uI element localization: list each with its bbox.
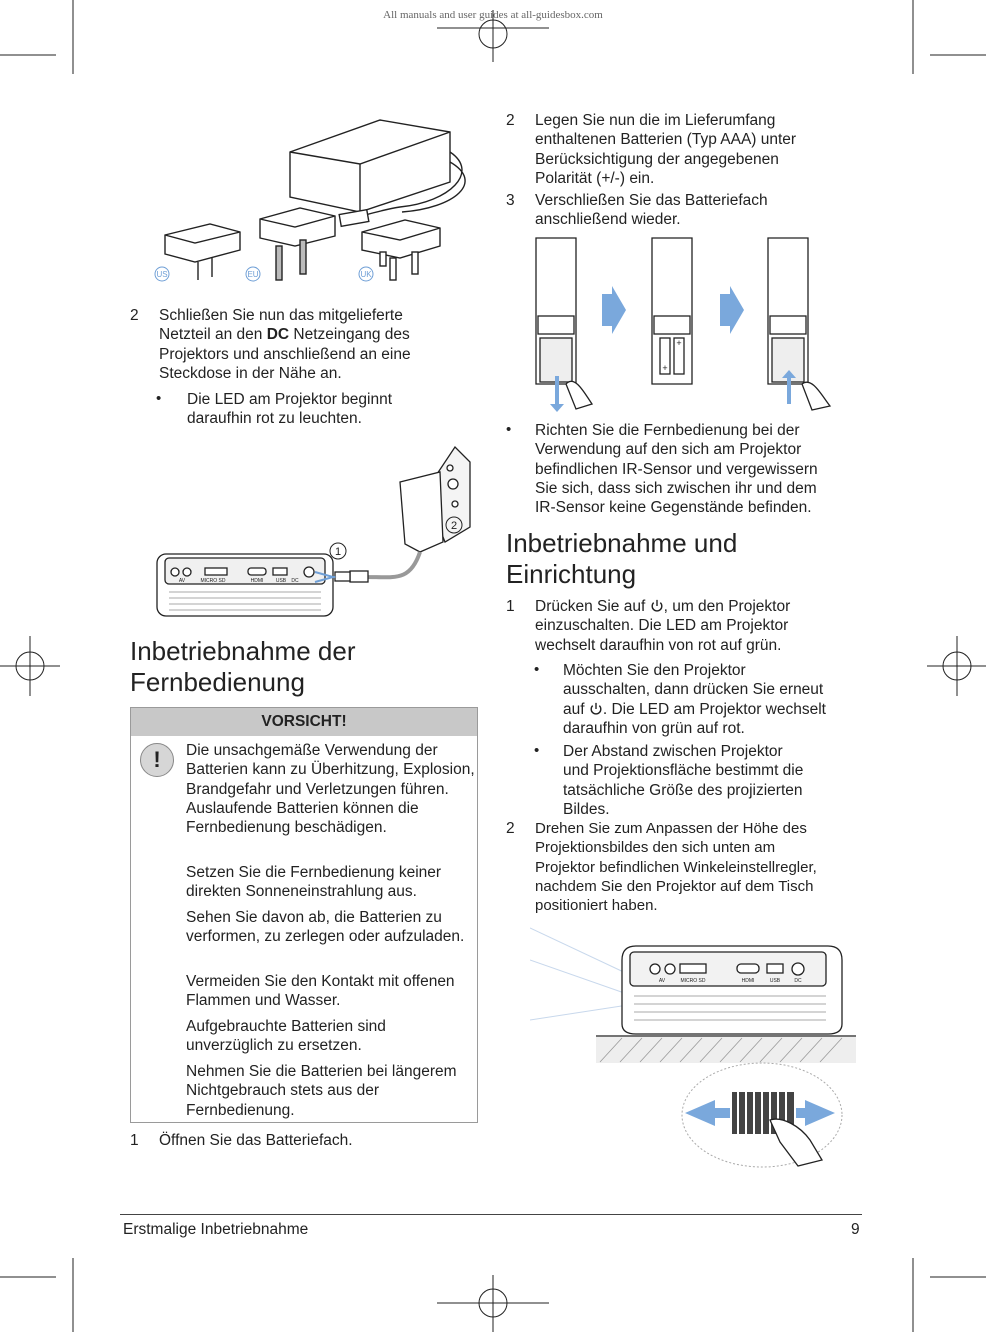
step-number: 1 <box>506 598 515 615</box>
bullet-symbol: • <box>534 742 540 759</box>
footer-divider <box>120 1214 862 1215</box>
bullet-symbol: • <box>156 390 162 407</box>
text-line: IR-Sensor keine Gegenstände befinden. <box>535 499 812 517</box>
text-line: Verschließen Sie das Batteriefach <box>535 192 768 209</box>
watermark: All manuals and user guides at all-guidesbox.com <box>383 9 603 21</box>
power-icon <box>589 702 603 716</box>
text-line: anschließend wieder. <box>535 211 681 229</box>
text-line: befindlichen IR-Sensor und vergewissern <box>535 460 818 478</box>
bullet-text <box>563 661 863 738</box>
text-line: Polarität (+/-) ein. <box>535 169 655 187</box>
adapter-plugs-illustration <box>150 112 470 284</box>
port-label-dc: DC <box>291 578 299 584</box>
step-text <box>535 597 865 655</box>
tilt-adjust-illustration <box>530 920 865 1170</box>
heading-line: Inbetriebnahme der <box>130 636 356 666</box>
step-number: 2 <box>130 307 139 324</box>
step-number: 2 <box>506 112 515 129</box>
port-label-sd: MICRO SD <box>200 578 226 584</box>
text-line: Bildes. <box>563 800 610 818</box>
text-line: wechselt daraufhin von rot auf grün. <box>535 636 782 654</box>
text-line-part: . Die LED am Projektor wechselt <box>602 700 826 718</box>
text-line: daraufhin rot zu leuchten. <box>187 410 362 428</box>
caution-paragraph: Sehen Sie davon ab, die Batterien zu verformen, zu zerlegen oder aufzuladen. <box>186 909 465 946</box>
step-number: 3 <box>506 192 515 209</box>
text-line: Steckdose in der Nähe an. <box>159 364 342 382</box>
bullet-text <box>563 742 863 819</box>
text-line <box>563 700 863 719</box>
text-line-part: Netzeingang des <box>293 326 410 344</box>
footer-title: Erstmalige Inbetriebnahme <box>123 1221 309 1238</box>
plug-label-eu: EU <box>247 270 259 279</box>
text-line <box>535 597 865 616</box>
text-line-part: Netzteil an den <box>159 326 263 344</box>
plug-label-uk: UK <box>360 270 372 279</box>
text-line: ausschalten, dann drücken Sie erneut <box>563 681 824 699</box>
step-text <box>535 819 870 915</box>
text-line: daraufhin von grün auf rot. <box>563 719 745 737</box>
text-line: Verwendung auf den sich am Projektor <box>535 441 802 459</box>
step-text: Öffnen Sie das Batteriefach. <box>159 1132 353 1149</box>
text-line: Projektor befindlichen Winkeleinstellregler, <box>535 858 817 876</box>
bullet-text <box>535 421 865 517</box>
text-line: Der Abstand zwischen Projektor <box>563 743 783 760</box>
text-line-part: , um den Projektor <box>663 598 791 615</box>
caution-title: VORSICHT! <box>131 708 477 736</box>
text-line: Projektionsbildes den sich unten am <box>535 839 776 857</box>
text-line <box>159 325 469 344</box>
text-line: tatsächliche Größe des projizierten <box>563 781 803 799</box>
text-line: Sie sich, dass sich zwischen ihr und dem <box>535 479 817 497</box>
power-icon <box>650 599 664 613</box>
text-line: enthaltenen Batterien (Typ AAA) unter <box>535 131 797 149</box>
text-line: positioniert haben. <box>535 897 658 915</box>
section-heading-setup <box>506 528 866 590</box>
battery-plus-sign: + <box>676 338 682 348</box>
bullet-text <box>187 390 477 429</box>
heading-line: Fernbedienung <box>130 667 305 697</box>
port-label-sd: MICRO SD <box>680 978 706 984</box>
dc-label: DC <box>266 326 290 344</box>
text-line: Richten Sie die Fernbedienung bei der <box>535 422 800 439</box>
step-text <box>535 191 865 230</box>
section-heading-remote <box>130 636 480 698</box>
step-text <box>535 111 865 188</box>
caution-paragraph: Die unsachgemäße Verwendung der Batterien kann zu Überhitzung, Explosion, Brandgefahr und Verletzungen führen. Auslaufende Batterien können die Fernbedienung beschädigen. <box>186 742 475 837</box>
text-line: nachdem Sie den Projektor auf dem Tisch <box>535 877 814 895</box>
projector-connection-illustration <box>155 432 475 620</box>
battery-plus-sign: + <box>662 363 668 373</box>
text-line: Berücksichtigung der angegebenen <box>535 150 779 168</box>
step-number: 1 <box>130 1132 139 1149</box>
port-label-hdmi: HDMI <box>741 978 755 984</box>
plug-label-us: US <box>156 270 168 279</box>
battery-illustration <box>530 234 840 414</box>
warning-icon: ! <box>140 743 174 777</box>
port-label-av: AV <box>178 578 186 584</box>
connection-step-2: 2 <box>450 520 458 532</box>
port-label-hdmi: HDMI <box>250 578 264 584</box>
heading-line: Einrichtung <box>506 559 637 589</box>
heading-line: Inbetriebnahme und <box>506 528 738 558</box>
port-label-usb: USB <box>769 978 781 984</box>
text-line-part: Drücken Sie auf <box>535 598 646 615</box>
caution-paragraph: Vermeiden Sie den Kontakt mit offenen Flammen und Wasser. <box>186 973 455 1010</box>
text-line-part: auf <box>563 700 585 718</box>
text-line: einzuschalten. Die LED am Projektor <box>535 617 789 635</box>
caution-paragraph: Aufgebrauchte Batterien sind unverzüglich zu ersetzen. <box>186 1018 386 1055</box>
text-line: Schließen Sie nun das mitgelieferte <box>159 307 403 324</box>
step-text <box>159 306 469 383</box>
caution-paragraph: Nehmen Sie die Batterien bei längerem Nichtgebrauch stets aus der Fernbedienung. <box>186 1063 457 1119</box>
port-label-usb: USB <box>275 578 287 584</box>
text-line: Legen Sie nun die im Lieferumfang <box>535 112 776 129</box>
page-number: 9 <box>851 1221 860 1238</box>
port-label-dc: DC <box>794 978 802 984</box>
caution-paragraph: Setzen Sie die Fernbedienung keiner direkten Sonneneinstrahlung aus. <box>186 864 442 901</box>
caution-box <box>130 707 478 1123</box>
text-line: und Projektionsfläche bestimmt die <box>563 762 804 780</box>
text-line: Möchten Sie den Projektor <box>563 662 746 679</box>
bullet-symbol: • <box>506 421 512 438</box>
step-number: 2 <box>506 820 515 837</box>
text-line: Projektors und anschließend an eine <box>159 345 411 363</box>
text-line: Drehen Sie zum Anpassen der Höhe des <box>535 820 807 837</box>
port-label-av: AV <box>658 978 666 984</box>
bullet-symbol: • <box>534 661 540 678</box>
text-line: Die LED am Projektor beginnt <box>187 391 393 408</box>
connection-step-1: 1 <box>334 546 342 558</box>
